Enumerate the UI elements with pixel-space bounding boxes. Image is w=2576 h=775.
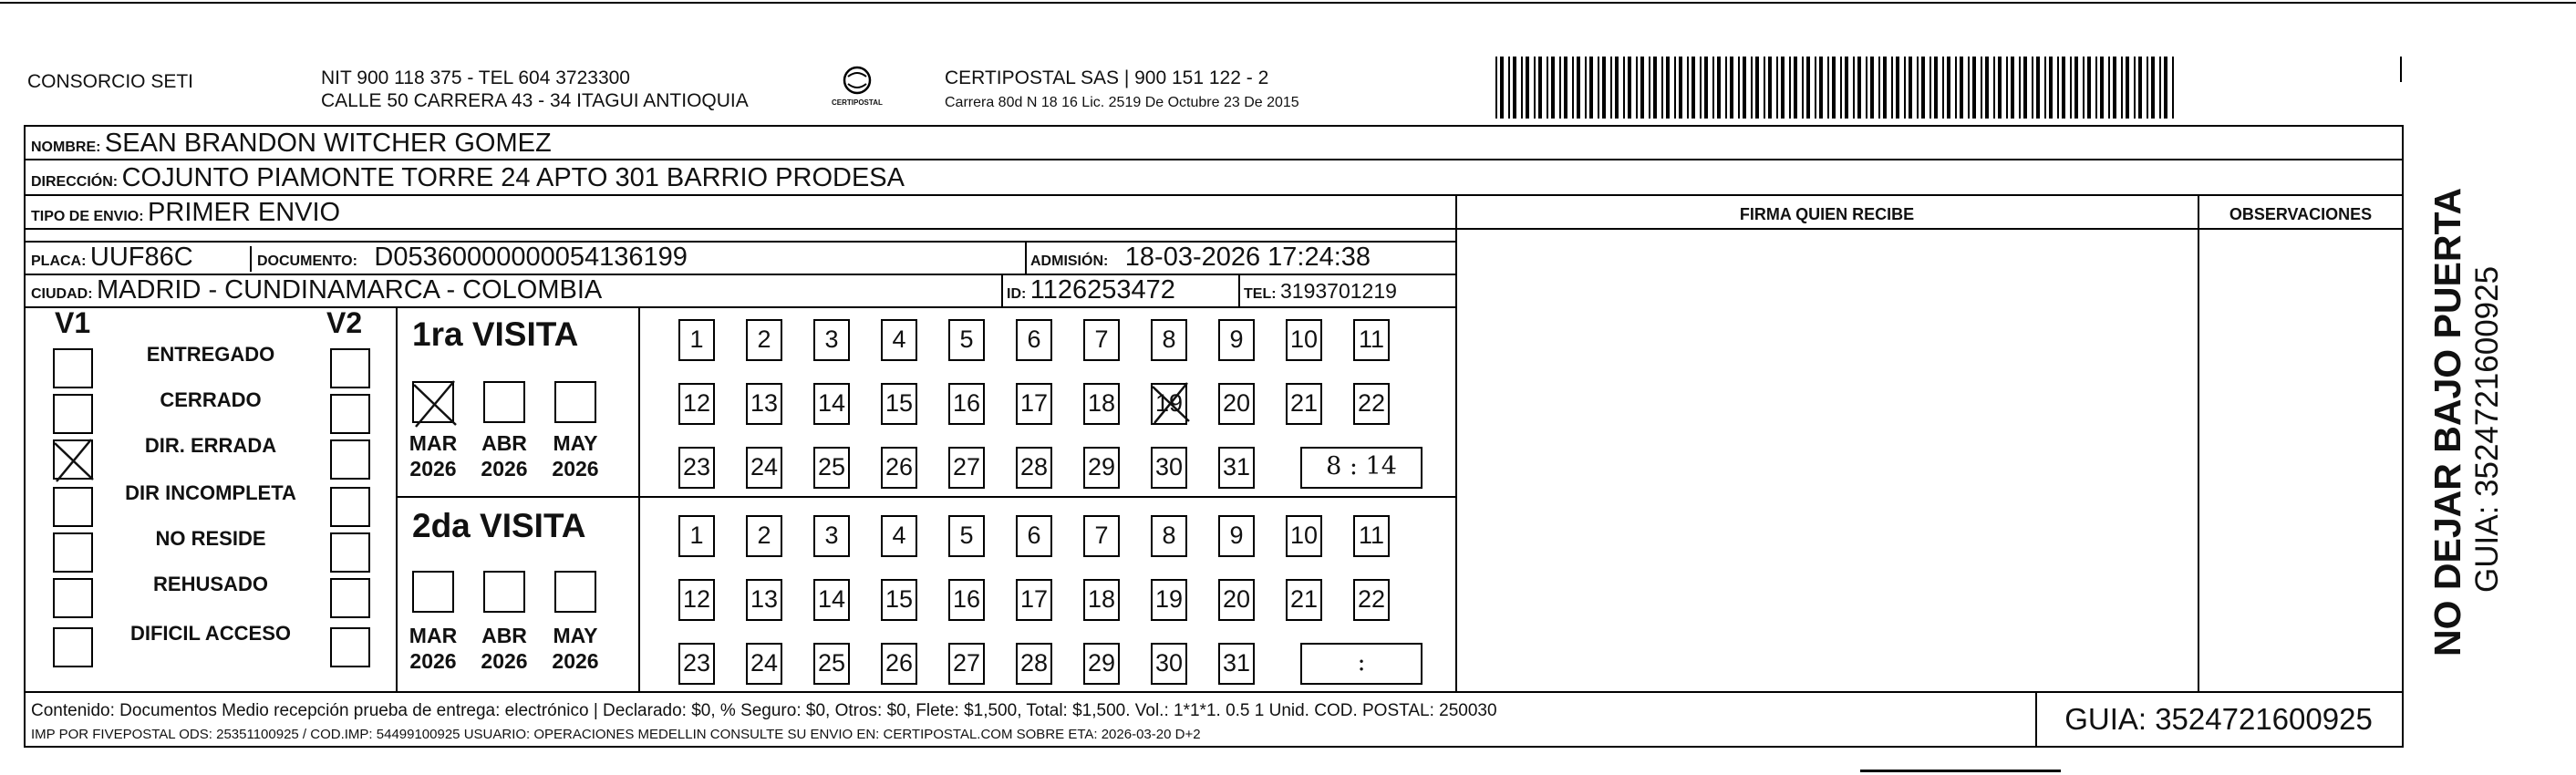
day-box[interactable]: 7 — [1083, 319, 1120, 361]
divider-id — [1001, 274, 1003, 306]
line-1 — [24, 159, 2404, 160]
city-row — [31, 275, 602, 305]
day-box[interactable]: 1 — [678, 515, 715, 557]
day-box[interactable]: 14 — [813, 383, 850, 425]
month-label — [543, 623, 607, 674]
divider-signature-obs — [2198, 194, 2199, 692]
day-box[interactable]: 27 — [948, 447, 985, 489]
v2-checkbox[interactable] — [330, 439, 370, 480]
day-box[interactable]: 28 — [1016, 447, 1052, 489]
day-box[interactable]: 8 — [1151, 515, 1187, 557]
day-box[interactable]: 11 — [1353, 319, 1390, 361]
day-box[interactable]: 29 — [1083, 447, 1120, 489]
day-box[interactable]: 30 — [1151, 643, 1187, 685]
day-box[interactable]: 25 — [813, 447, 850, 489]
line-3 — [24, 228, 2404, 230]
day-box[interactable]: 25 — [813, 643, 850, 685]
handwritten-mark-icon — [409, 377, 460, 429]
name-label: NOMBRE: — [31, 140, 101, 155]
plate-label: PLACA: — [31, 253, 87, 269]
day-box[interactable]: 7 — [1083, 515, 1120, 557]
day-box[interactable]: 5 — [948, 515, 985, 557]
document-row — [257, 243, 688, 273]
v2-checkbox[interactable] — [330, 487, 370, 527]
city-label: CIUDAD: — [31, 286, 93, 302]
handwritten-mark-icon — [1147, 379, 1193, 425]
v1-checkbox[interactable] — [53, 627, 93, 667]
v2-checkbox[interactable] — [330, 627, 370, 667]
day-box[interactable]: 19 — [1151, 383, 1187, 425]
day-box[interactable]: 26 — [881, 447, 917, 489]
admission-value: 18-03-2026 17:24:38 — [1124, 243, 1371, 272]
day-box[interactable]: 20 — [1218, 383, 1255, 425]
day-box[interactable]: 21 — [1286, 579, 1322, 621]
divider-status-visits — [396, 306, 398, 692]
license-line: Carrera 80d N 18 16 Lic. 2519 De Octubre 23 De 2015 — [945, 95, 1299, 110]
day-box[interactable]: 12 — [678, 579, 715, 621]
day-box[interactable]: 1 — [678, 319, 715, 361]
month-label — [472, 623, 536, 674]
imp-line: IMP POR FIVEPOSTAL ODS: 25351100925 / COD.IMP: 54499100925 USUARIO: OPERACIONES MEDELLIN CONSULTE SU ENVIO EN: CERTIPOSTAL.COM SOBRE ETA: 2026-03-20 D+2 — [31, 727, 1201, 742]
day-box[interactable]: 31 — [1218, 643, 1255, 685]
v2-checkbox[interactable] — [330, 578, 370, 618]
frame-left — [24, 125, 26, 748]
month-year: 2026 — [409, 457, 457, 480]
plate-value: UUF86C — [89, 243, 193, 272]
day-box[interactable]: 10 — [1286, 515, 1322, 557]
day-box[interactable]: 8 — [1151, 319, 1187, 361]
month-name: MAR — [409, 624, 458, 647]
type-row — [31, 198, 340, 228]
status-option-label: CERRADO — [160, 388, 262, 411]
status-option-label: NO RESIDE — [155, 527, 266, 550]
month-year: 2026 — [552, 649, 599, 673]
day-box[interactable]: 22 — [1353, 383, 1390, 425]
day-box[interactable]: 15 — [881, 383, 917, 425]
document-value: D05360000000054136199 — [374, 243, 688, 272]
observations-header: OBSERVACIONES — [2229, 205, 2373, 223]
time-box[interactable]: : — [1300, 643, 1422, 685]
day-box[interactable]: 2 — [746, 319, 782, 361]
v1-checkbox[interactable] — [53, 532, 93, 573]
day-box[interactable]: 31 — [1218, 447, 1255, 489]
day-box[interactable]: 20 — [1218, 579, 1255, 621]
id-value: 1126253472 — [1029, 275, 1175, 305]
month-year: 2026 — [481, 457, 528, 480]
logo-text: CERTIPOSTAL — [832, 98, 883, 107]
month-checkbox[interactable] — [483, 571, 525, 613]
shipment-type: PRIMER ENVIO — [148, 198, 341, 227]
side-warning: NO DEJAR BAJO PUERTA — [2426, 187, 2468, 656]
time-box[interactable]: 8 : 14 — [1300, 447, 1422, 489]
day-box[interactable]: 13 — [746, 579, 782, 621]
plate-row — [31, 243, 193, 273]
recipient-address: COJUNTO PIAMONTE TORRE 24 APTO 301 BARRIO PRODESA — [121, 163, 905, 192]
day-box[interactable]: 6 — [1016, 515, 1052, 557]
address-label: DIRECCIÓN: — [31, 174, 119, 190]
v2-checkbox[interactable] — [330, 394, 370, 434]
frame-right — [2402, 125, 2404, 748]
day-box[interactable]: 13 — [746, 383, 782, 425]
day-box[interactable]: 15 — [881, 579, 917, 621]
month-name: ABR — [481, 431, 527, 455]
line-6 — [24, 306, 1457, 308]
month-label — [401, 623, 465, 674]
day-box[interactable]: 27 — [948, 643, 985, 685]
day-box[interactable]: 12 — [678, 383, 715, 425]
month-checkbox[interactable] — [412, 571, 454, 613]
month-label — [401, 430, 465, 481]
month-year: 2026 — [409, 649, 457, 673]
status-option-label: DIFICIL ACCESO — [129, 622, 291, 645]
day-box[interactable]: 14 — [813, 579, 850, 621]
admission-row — [1030, 243, 1371, 273]
day-box[interactable]: 22 — [1353, 579, 1390, 621]
day-box[interactable]: 18 — [1083, 383, 1120, 425]
line-footer — [24, 691, 2404, 693]
day-box[interactable]: 16 — [948, 579, 985, 621]
id-row — [1007, 275, 1175, 305]
day-box[interactable]: 6 — [1016, 319, 1052, 361]
recipient-name: SEAN BRANDON WITCHER GOMEZ — [104, 129, 552, 158]
v2-checkbox[interactable] — [330, 532, 370, 573]
nit-line: NIT 900 118 375 - TEL 604 3723300 — [321, 67, 630, 88]
admission-label: ADMISIÓN: — [1030, 253, 1109, 269]
month-label — [543, 430, 607, 481]
v2-checkbox[interactable] — [330, 348, 370, 388]
month-checkbox[interactable] — [554, 571, 596, 613]
day-box[interactable]: 17 — [1016, 579, 1052, 621]
month-checkbox[interactable] — [483, 381, 525, 423]
tel-row — [1244, 279, 1397, 304]
page-top-border — [0, 2, 2576, 4]
margin-mark — [2400, 57, 2402, 82]
day-box[interactable]: 5 — [948, 319, 985, 361]
v1-checkbox[interactable] — [53, 578, 93, 618]
month-name: ABR — [481, 624, 527, 647]
day-box[interactable]: 10 — [1286, 319, 1322, 361]
day-box[interactable]: 23 — [678, 447, 715, 489]
address-row — [31, 163, 905, 193]
day-box[interactable]: 24 — [746, 447, 782, 489]
day-box[interactable]: 18 — [1083, 579, 1120, 621]
certipostal-logo — [830, 64, 885, 115]
frame-bottom — [24, 746, 2404, 748]
month-year: 2026 — [481, 649, 528, 673]
name-row — [31, 129, 552, 159]
day-box[interactable]: 3 — [813, 515, 850, 557]
month-name: MAR — [409, 431, 458, 455]
handwritten-mark-icon — [49, 436, 97, 483]
month-checkbox[interactable] — [412, 381, 454, 423]
status-option-label: DIR. ERRADA — [144, 434, 277, 457]
frame-top — [24, 125, 2404, 127]
bottom-mark — [1860, 770, 2061, 772]
day-box[interactable]: 23 — [678, 643, 715, 685]
month-name: MAY — [553, 431, 598, 455]
status-option-label: DIR INCOMPLETA — [125, 481, 296, 504]
side-guia: GUIA: 3524721600925 — [2469, 265, 2505, 593]
day-box[interactable]: 4 — [881, 319, 917, 361]
day-box[interactable]: 24 — [746, 643, 782, 685]
v1-label: V1 — [55, 306, 91, 339]
address-line: CALLE 50 CARRERA 43 - 34 ITAGUI ANTIOQUIA — [321, 90, 749, 111]
day-box[interactable]: 30 — [1151, 447, 1187, 489]
type-label: TIPO DE ENVIO: — [31, 209, 144, 224]
first-visit-title: 1ra VISITA — [412, 315, 579, 353]
divider-form-signature — [1455, 194, 1457, 692]
divider-tel — [1238, 274, 1240, 306]
day-box[interactable]: 4 — [881, 515, 917, 557]
day-box[interactable]: 21 — [1286, 383, 1322, 425]
tel-label: TEL: — [1244, 286, 1277, 302]
status-option-label: ENTREGADO — [146, 343, 275, 366]
document-label: DOCUMENTO: — [257, 253, 357, 269]
v1-checkbox[interactable] — [53, 439, 93, 480]
company-name: CONSORCIO SETI — [27, 71, 194, 92]
v1-checkbox[interactable] — [53, 394, 93, 434]
content-line: Contenido: Documentos Medio recepción prueba de entrega: electrónico | Declarado: $0, % Seguro: $0, Otros: $0, Flete: $1,500, Total: $1,500. Vol.: 1*1*1. 0.5 1 Unid. COD. POSTAL: 250030 — [31, 701, 1497, 720]
footer-guia: GUIA: 3524721600925 — [2064, 702, 2373, 736]
v1-checkbox[interactable] — [53, 487, 93, 527]
divider-months-days — [638, 306, 640, 692]
month-checkbox[interactable] — [554, 381, 596, 423]
day-box[interactable]: 16 — [948, 383, 985, 425]
v2-label: V2 — [326, 306, 363, 339]
id-label: ID: — [1007, 286, 1027, 302]
divider-admission — [1025, 241, 1027, 274]
v1-checkbox[interactable] — [53, 348, 93, 388]
status-option-label: REHUSADO — [153, 573, 268, 595]
day-box[interactable]: 28 — [1016, 643, 1052, 685]
day-box[interactable]: 19 — [1151, 579, 1187, 621]
certipostal-line: CERTIPOSTAL SAS | 900 151 122 - 2 — [945, 67, 1269, 88]
month-year: 2026 — [552, 457, 599, 480]
tel-value: 3193701219 — [1280, 279, 1397, 303]
barcode — [1495, 57, 2179, 119]
day-box[interactable]: 9 — [1218, 319, 1255, 361]
second-visit-title: 2da VISITA — [412, 507, 586, 544]
plate-divider — [250, 246, 252, 272]
day-box[interactable]: 9 — [1218, 515, 1255, 557]
divider-visits — [396, 496, 1457, 498]
day-box[interactable]: 2 — [746, 515, 782, 557]
month-name: MAY — [553, 624, 598, 647]
signature-header: FIRMA QUIEN RECIBE — [1739, 205, 1915, 223]
line-2 — [24, 194, 2404, 196]
day-box[interactable]: 3 — [813, 319, 850, 361]
day-box[interactable]: 26 — [881, 643, 917, 685]
day-box[interactable]: 11 — [1353, 515, 1390, 557]
month-label — [472, 430, 536, 481]
day-box[interactable]: 17 — [1016, 383, 1052, 425]
day-box[interactable]: 29 — [1083, 643, 1120, 685]
city-value: MADRID - CUNDINAMARCA - COLOMBIA — [97, 275, 603, 305]
